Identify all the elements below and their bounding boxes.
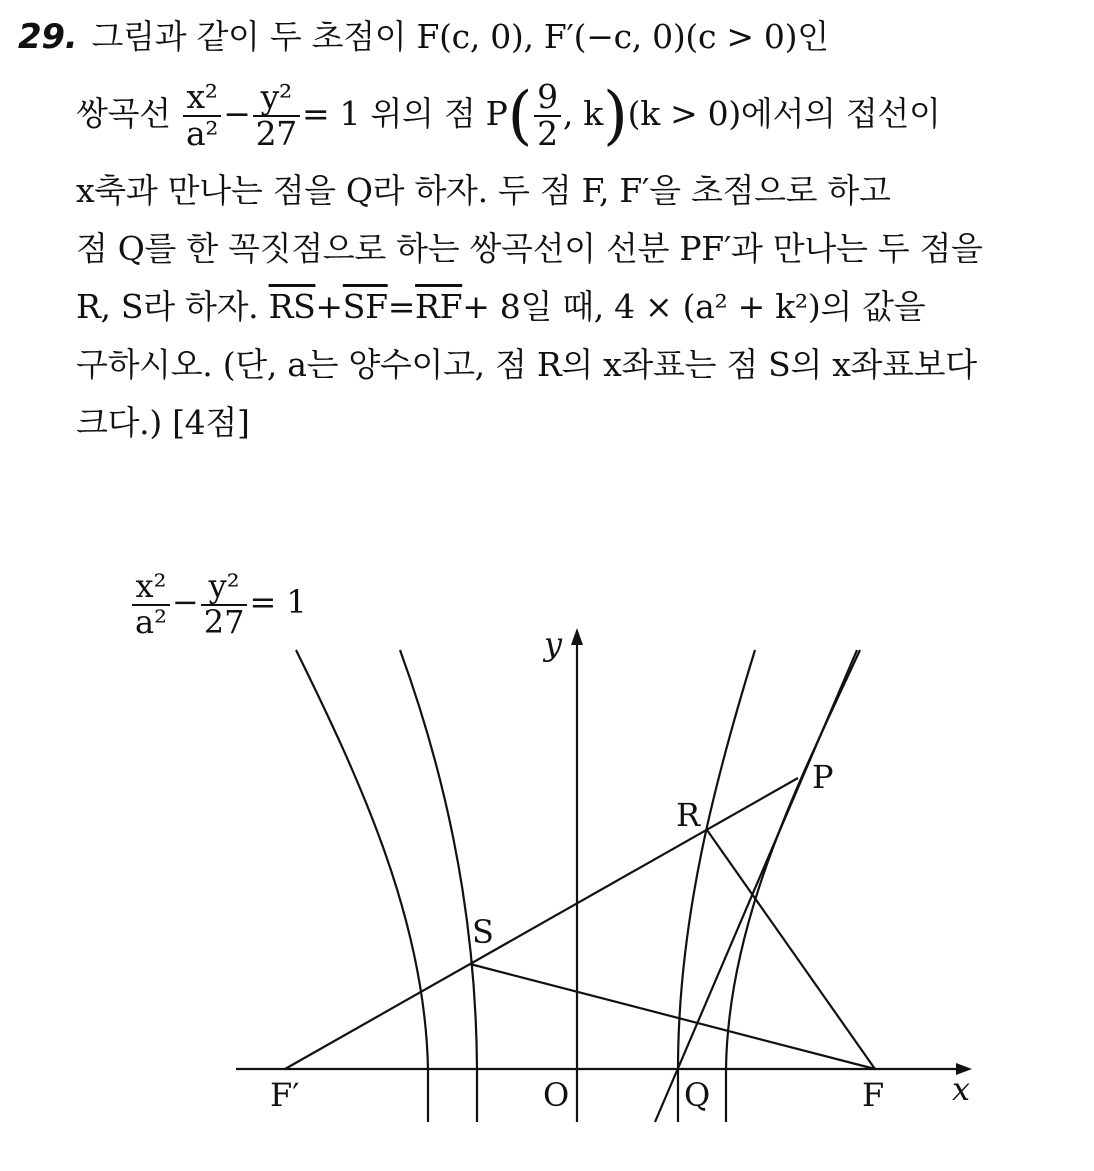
segment-sf bbox=[470, 964, 875, 1069]
frac-x2-a2: $\frac{\text{x²}}{\text{a²}}$ bbox=[183, 80, 221, 151]
segment-pf-prime bbox=[285, 778, 798, 1069]
point-f-label: F bbox=[862, 1076, 885, 1114]
segment-rf: $\overline{RF}$ bbox=[415, 287, 463, 326]
point-r-label: R bbox=[676, 796, 701, 834]
y-axis-arrow bbox=[571, 628, 583, 645]
inner-hyperbola-right-branch bbox=[678, 650, 755, 1122]
frac-y2-27: $\frac{\text{y²}}{27}$ bbox=[253, 80, 300, 151]
problem-number: 29. bbox=[18, 17, 78, 57]
problem-line-3: x축과 만나는 점을 Q라 하자. 두 점 F, F′을 초점으로 하고 bbox=[76, 171, 891, 210]
x-axis-label: x bbox=[952, 1070, 971, 1108]
point-f-prime-label: F′ bbox=[270, 1076, 300, 1114]
inner-hyperbola-left-branch bbox=[400, 650, 477, 1122]
origin-label: O bbox=[543, 1076, 570, 1114]
segment-sf: $\overline{SF}$ bbox=[342, 287, 388, 326]
y-axis-label: y bbox=[544, 625, 563, 663]
segment-rf bbox=[707, 830, 875, 1069]
line-1-text: 그림과 같이 두 초점이 F(c, 0), F′(−c, 0)(c > 0)인 bbox=[91, 17, 829, 56]
segment-rs: $\overline{RS}$ bbox=[268, 287, 316, 326]
problem-line-4: 점 Q를 한 꼭짓점으로 하는 쌍곡선이 선분 PF′과 만나는 두 점을 bbox=[76, 229, 983, 268]
frac-9-2: $\frac{9}{2}$ bbox=[534, 80, 561, 151]
line-2-mid: 위의 점 P bbox=[370, 94, 508, 133]
point-s-label: S bbox=[472, 913, 494, 951]
problem-line-7: 크다.) [4점] bbox=[76, 403, 250, 442]
line-2-post: (k > 0)에서의 접선이 bbox=[627, 94, 941, 133]
point-p-label: P bbox=[812, 758, 834, 796]
line-2-pre: 쌍곡선 bbox=[76, 94, 171, 133]
tangent-line bbox=[655, 650, 857, 1122]
problem-line-6: 구하시오. (단, a는 양수이고, 점 R의 x좌표는 점 S의 x좌표보다 bbox=[76, 345, 977, 384]
point-q-label: Q bbox=[684, 1076, 711, 1114]
figure-equation: $\frac{\text{x²}}{\text{a²}}$ − $\frac{\text{y²}}{27}$ = 1 bbox=[130, 570, 307, 639]
problem-line-5: R, S라 하자. $\overline{RS}+\overline{SF}=\overline{RF}+ 8$일 때, 4 × (a² + k²)의 값을 bbox=[76, 287, 926, 326]
problem-line-2: 쌍곡선 $\frac{\text{x²}}{\text{a²}}$ − $\frac{\text{y²}}{27}$ = 1 위의 점 P( $\frac{9}{2}$ , k)(k > 0)에서의 접선이 bbox=[76, 77, 941, 153]
